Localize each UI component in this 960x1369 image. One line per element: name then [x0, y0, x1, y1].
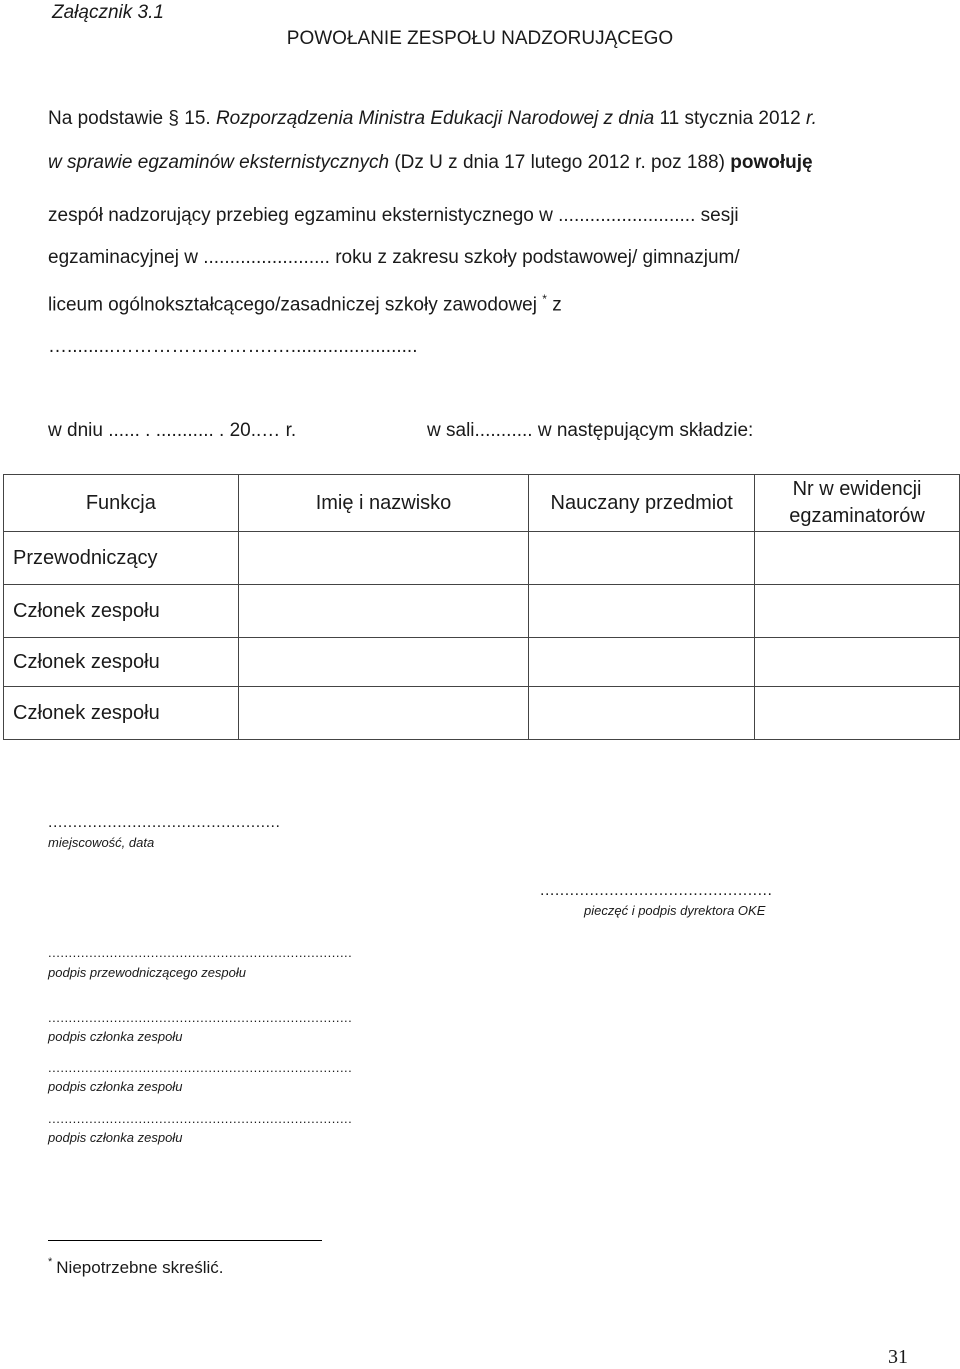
director-signature-dots: ............................................... [540, 882, 773, 899]
legal-basis-prefix: Na podstawie § 15. [48, 108, 216, 129]
regulation-name: Rozporządzenia Ministra Edukacji Narodowej z dnia [215, 108, 655, 129]
member-signature-caption: podpis członka zespołu [48, 1029, 183, 1044]
number-cell[interactable] [755, 532, 960, 585]
role-cell: Przewodniczący [4, 532, 239, 585]
appoint-word: powołuję [730, 152, 813, 173]
place-date-caption: miejscowość, data [48, 835, 155, 850]
intro-line-3: zespół nadzorujący przebieg egzaminu eksternistycznego w .......................... sesji [48, 205, 739, 226]
chair-signature-dots: .......................................................................... [48, 945, 353, 960]
intro-line-1 [48, 108, 817, 130]
member-signature-caption: podpis członka zespołu [48, 1130, 183, 1145]
header-subject: Nauczany przedmiot [529, 475, 755, 532]
document-title: POWOŁANIE ZESPOŁU NADZORUJĄCEGO [286, 28, 674, 49]
member-signature-dots: .......................................................................... [48, 1111, 353, 1126]
name-cell[interactable] [238, 638, 529, 687]
intro-line-6-blank: ….........…………………….…........................ [48, 336, 418, 357]
footnote-star: * [48, 1256, 53, 1268]
exam-room-line: w sali........... w następującym składzie: [427, 420, 754, 441]
intro-line-5-end: z [546, 294, 562, 316]
journal-reference: (Dz U z dnia 17 lutego 2012 r. poz 188) [389, 152, 731, 173]
footnote-marker: * [542, 292, 547, 306]
annex-label: Załącznik 3.1 [52, 2, 164, 23]
page-number: 31 [888, 1346, 908, 1368]
header-examiner-number-line1: Nr w ewidencji [792, 478, 922, 500]
table-row [4, 585, 960, 638]
role-cell: Członek zespołu [4, 638, 239, 687]
table-row [4, 687, 960, 740]
regulation-subject: w sprawie egzaminów eksternistycznych [48, 152, 390, 173]
member-signature-dots: .......................................................................... [48, 1010, 353, 1025]
header-name: Imię i nazwisko [238, 475, 529, 532]
member-signature-dots: .......................................................................... [48, 1060, 353, 1075]
table-header-row [4, 475, 960, 532]
role-cell: Członek zespołu [4, 585, 239, 638]
intro-line-2 [48, 152, 813, 174]
subject-cell[interactable] [529, 532, 755, 585]
table-row [4, 532, 960, 585]
number-cell[interactable] [755, 585, 960, 638]
footnote-separator [48, 1240, 322, 1241]
exam-date-line: w dniu ...... . ........... . 20..… r. [48, 420, 297, 441]
number-cell[interactable] [755, 687, 960, 740]
name-cell[interactable] [238, 687, 529, 740]
chair-signature-caption: podpis przewodniczącego zespołu [48, 965, 247, 980]
subject-cell[interactable] [529, 585, 755, 638]
subject-cell[interactable] [529, 687, 755, 740]
number-cell[interactable] [755, 638, 960, 687]
role-cell: Członek zespołu [4, 687, 239, 740]
regulation-date: 11 stycznia 2012 [654, 108, 806, 129]
name-cell[interactable] [238, 532, 529, 585]
header-examiner-number-line2: egzaminatorów [789, 505, 925, 527]
subject-cell[interactable] [529, 638, 755, 687]
director-signature-caption: pieczęć i podpis dyrektora OKE [584, 903, 766, 918]
school-types: liceum ogólnokształcącego/zasadniczej szkoły zawodowej [48, 294, 543, 316]
intro-line-5 [48, 292, 562, 316]
table-row [4, 638, 960, 687]
team-table [3, 474, 960, 740]
header-examiner-number [755, 475, 960, 532]
place-date-dots: ............................................... [48, 814, 281, 831]
header-function: Funkcja [4, 475, 239, 532]
intro-line-4: egzaminacyjnej w ........................ roku z zakresu szkoły podstawowej/ gimnazjum/ [48, 247, 740, 268]
member-signature-caption: podpis członka zespołu [48, 1079, 183, 1094]
regulation-year-suffix: r. [805, 108, 817, 129]
footnote-text: Niepotrzebne skreślić. [56, 1258, 224, 1277]
name-cell[interactable] [238, 585, 529, 638]
footnote [48, 1258, 224, 1278]
